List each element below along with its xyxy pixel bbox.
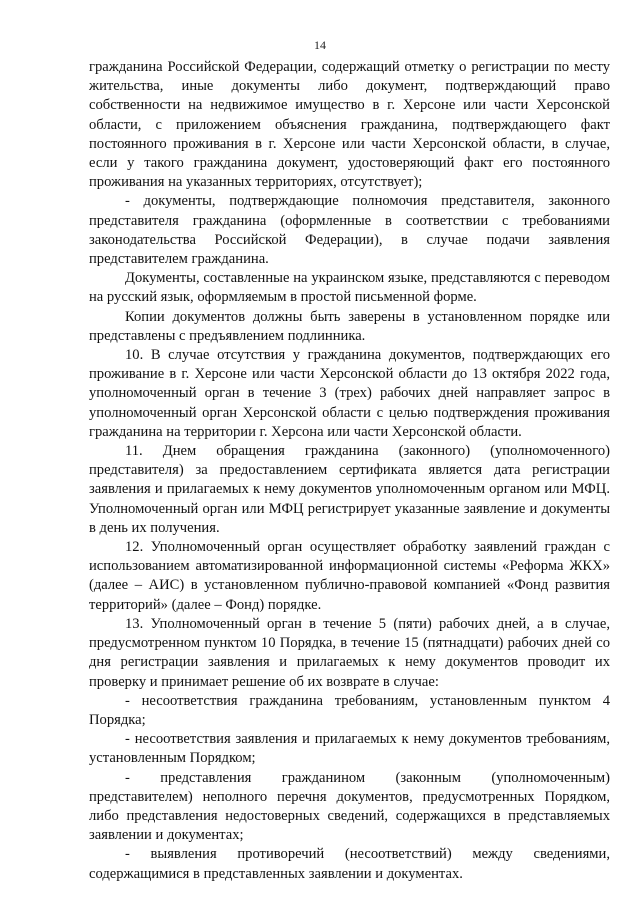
paragraph-clause-11: 11. Днем обращения гражданина (законного) (уполномоченного) представителя) за предоставлением сертификата является дата регистрации заявления и прилагаемых к нему документов уполномоченным органом или МФЦ. Уполномоченный орган или МФЦ регистрирует указанные заявление и документы в день их получения. [89,443,610,536]
bullet-incomplete-documents: - представления гражданином (законным (уполномоченным) представителем) неполного перечня документов, предусмотренных Порядком, либо представления недостоверных сведений, содержащихся в представляемых заявлении и документах; [89,769,610,844]
document-body [89,58,610,884]
paragraph-translation: Документы, составленные на украинском языке, представляются с переводом на русский язык, оформляемым в простой письменной форме. [89,270,610,306]
bullet-noncompliance-application: - несоответствия заявления и прилагаемых к нему документов требованиям, установленным Порядком; [89,731,610,767]
paragraph-copies: Копии документов должны быть заверены в установленном порядке или представлены с предъявлением подлинника. [89,308,610,344]
paragraph-clause-13: 13. Уполномоченный орган в течение 5 (пяти) рабочих дней, а в случае, предусмотренном пунктом 10 Порядка, в течение 15 (пятнадцати) рабочих дней со дня регистрации заявления и прилагаемых к нему документов проводит их проверку и принимает решение об их возврате в случае: [89,615,610,690]
bullet-contradictions: - выявления противоречий (несоответствий) между сведениями, содержащимися в представленных заявлении и документах. [89,846,610,882]
bullet-representative-documents: - документы, подтверждающие полномочия представителя, законного представителя гражданина (оформленные в соответствии с требованиями законодательства Российской Федерации), в случае подачи заявления представителем гражданина. [89,193,610,268]
bullet-noncompliance-citizen: - несоответствия гражданина требованиям, установленным пунктом 4 Порядка; [89,692,610,728]
paragraph-clause-12: 12. Уполномоченный орган осуществляет обработку заявлений граждан с использованием автоматизированной информационной системы «Реформа ЖКХ» (далее – АИС) в установленном публично-правовой компанией «Фонд развития территорий» (далее – Фонд) порядке. [89,539,610,613]
paragraph-clause-10: 10. В случае отсутствия у гражданина документов, подтверждающих его проживание в г. Херсоне или части Херсонской области до 13 октября 2022 года, уполномоченный орган в течение 3 (трех) рабочих дней направляет запрос в уполномоченный орган Херсонской области с целью подтверждения проживания гражданина на территории г. Херсона или части Херсонской области. [89,347,610,440]
paragraph-continuation: гражданина Российской Федерации, содержащий отметку о регистрации по месту жительства, иные документы либо документ, подтверждающий право собственности на недвижимое имущество в г. Херсоне или части Херсонской области, с приложением объяснения гражданина, подтверждающего факт постоянного проживания в г. Херсоне или части Херсонской области, в случае, если у такого гражданина документ, удостоверяющий факт его постоянного проживания на указанных территориях, отсутствует); [89,59,610,191]
page-number: 14 [314,38,326,52]
